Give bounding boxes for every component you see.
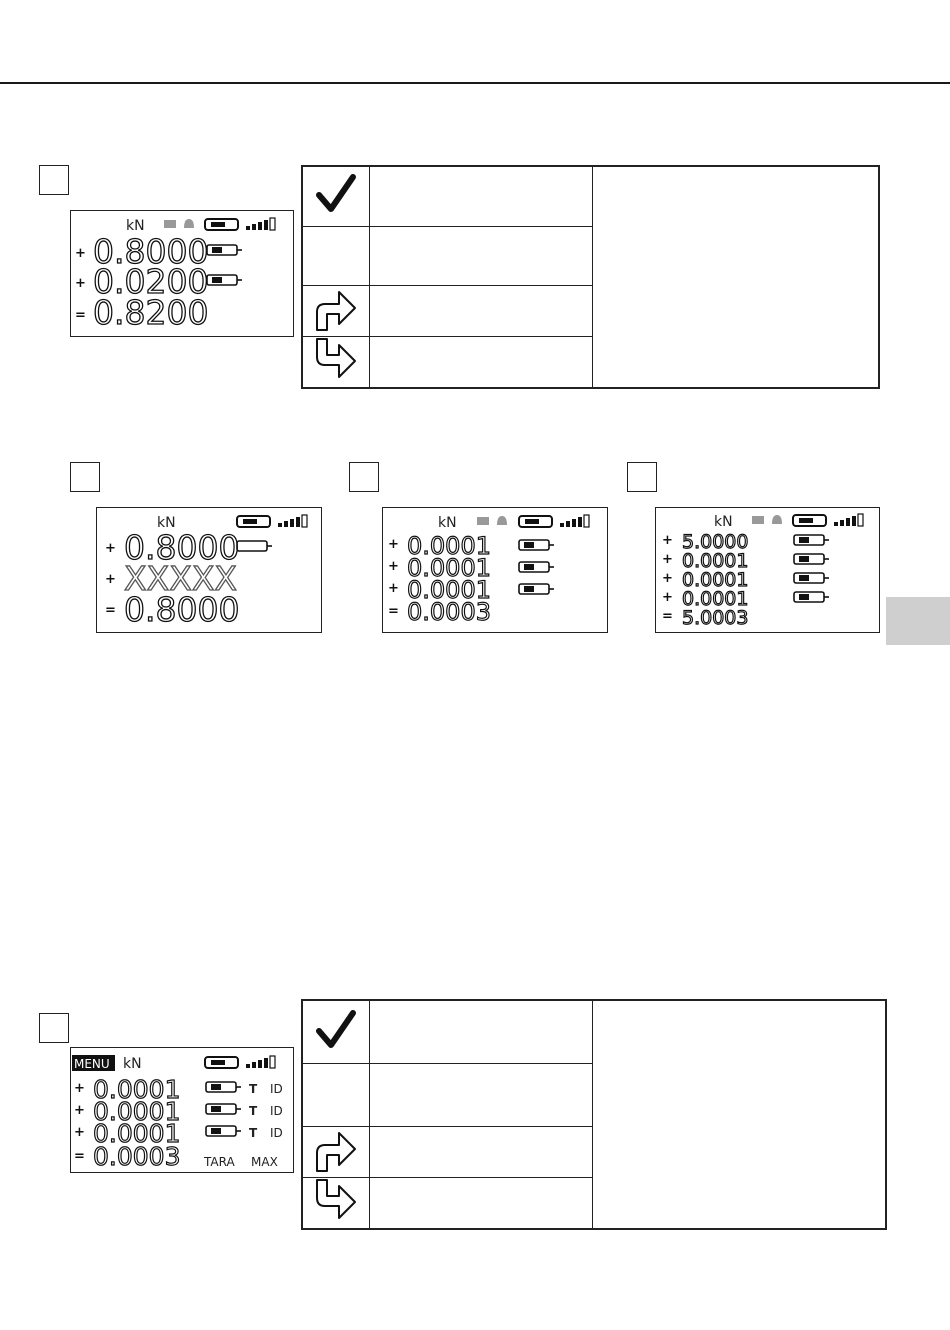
row-value: 0.0200	[93, 262, 209, 301]
sensor-icon	[207, 245, 242, 255]
key-description	[593, 166, 880, 388]
sensor-icon	[207, 275, 242, 285]
row-sign: =	[662, 609, 673, 624]
row-sign: +	[662, 552, 673, 567]
row-value: 0.8200	[93, 293, 209, 332]
arrow-down-icon	[313, 1178, 359, 1224]
row-tag: T	[249, 1104, 258, 1118]
bell-icon	[184, 219, 194, 228]
key-confirm[interactable]	[302, 166, 370, 226]
row-value: 0.0001	[682, 550, 749, 572]
key-confirm-label	[370, 1000, 593, 1063]
unit-label: kN	[438, 515, 457, 531]
row-sign: +	[75, 246, 86, 261]
checkmark-icon	[313, 171, 359, 217]
battery-icon	[205, 219, 238, 230]
sensor-icon	[206, 1104, 241, 1114]
side-tab	[886, 597, 950, 645]
row-sign: =	[74, 1149, 85, 1164]
row-value: 0.0001	[407, 576, 491, 604]
sensor-icon	[794, 535, 829, 545]
key-description	[593, 1000, 887, 1229]
lcd-screen-c	[382, 507, 608, 633]
printer-icon	[164, 220, 176, 228]
row-sign: +	[105, 572, 116, 587]
sensor-icon	[206, 1126, 241, 1136]
row-tag: TARA	[204, 1155, 235, 1169]
row-value: 5.0003	[682, 607, 749, 629]
sensor-icon	[519, 562, 554, 572]
row-value: 0.0001	[407, 532, 491, 560]
step-box-d	[627, 462, 657, 492]
unit-label: kN	[126, 218, 145, 234]
row-tag: ID	[270, 1126, 283, 1140]
step-box-b	[70, 462, 100, 492]
key-up[interactable]	[302, 1126, 370, 1177]
battery-icon	[237, 516, 270, 527]
row-tag: MAX	[251, 1155, 278, 1169]
lcd-screen-e	[70, 1047, 294, 1173]
sensor-icon	[206, 1082, 241, 1092]
key-up-label	[370, 285, 593, 336]
sensor-icon	[519, 584, 554, 594]
key-up-label	[370, 1126, 593, 1177]
arrow-up-icon	[313, 286, 359, 332]
key-confirm-label	[370, 166, 593, 226]
sensor-icon	[519, 540, 554, 550]
sensor-icon	[237, 541, 272, 551]
signal-icon	[278, 515, 307, 527]
menu-badge: MENU	[74, 1057, 110, 1071]
row-sign: +	[662, 571, 673, 586]
arrow-up-icon	[313, 1127, 359, 1173]
key-table-e	[301, 999, 887, 1230]
row-value: 0.0001	[682, 569, 749, 591]
row-tag: T	[249, 1082, 258, 1096]
row-sign: +	[74, 1081, 85, 1096]
key-down[interactable]	[302, 336, 370, 388]
row-value: 0.0003	[93, 1142, 181, 1171]
row-value: 0.8000	[124, 590, 240, 629]
row-sign: +	[74, 1125, 85, 1140]
sensor-icon	[794, 573, 829, 583]
key-confirm[interactable]	[302, 1000, 370, 1063]
key-up[interactable]	[302, 285, 370, 336]
row-sign: +	[662, 533, 673, 548]
row-sign: +	[388, 559, 399, 574]
unit-label: kN	[123, 1056, 142, 1072]
key-blank[interactable]	[302, 1063, 370, 1126]
row-value: XXXXX	[124, 559, 238, 598]
row-value: 0.0003	[407, 598, 491, 626]
step-box-e	[39, 1013, 69, 1043]
row-sign: +	[662, 590, 673, 605]
key-blank-label	[370, 226, 593, 285]
row-value: 0.0001	[682, 588, 749, 610]
row-tag: ID	[270, 1082, 283, 1096]
battery-icon	[205, 1057, 238, 1068]
row-value: 5.0000	[682, 531, 749, 553]
row-sign: +	[388, 537, 399, 552]
row-tag: T	[249, 1126, 258, 1140]
row-value: 0.0001	[93, 1097, 181, 1126]
printer-icon	[752, 516, 764, 524]
key-down-label	[370, 336, 593, 388]
bell-icon	[497, 516, 507, 525]
step-box-a	[39, 165, 69, 195]
key-down[interactable]	[302, 1177, 370, 1229]
key-down-label	[370, 1177, 593, 1229]
battery-icon	[793, 515, 826, 526]
checkmark-icon	[313, 1007, 359, 1053]
row-value: 0.8000	[93, 232, 209, 271]
row-sign: +	[388, 581, 399, 596]
key-blank[interactable]	[302, 226, 370, 285]
sensor-icon	[794, 554, 829, 564]
lcd-screen-b	[96, 507, 322, 633]
row-sign: =	[105, 603, 116, 618]
step-box-c	[349, 462, 379, 492]
row-sign: +	[74, 1103, 85, 1118]
key-table-a	[301, 165, 880, 389]
signal-icon	[560, 515, 589, 527]
bell-icon	[772, 515, 782, 524]
top-rule	[0, 82, 950, 84]
unit-label: kN	[157, 515, 176, 531]
battery-icon	[519, 516, 552, 527]
signal-icon	[834, 514, 863, 526]
lcd-screen-d	[655, 507, 880, 633]
row-sign: +	[75, 276, 86, 291]
row-value: 0.0001	[407, 554, 491, 582]
lcd-screen-a	[70, 210, 294, 337]
row-tag: ID	[270, 1104, 283, 1118]
row-value: 0.8000	[124, 528, 240, 567]
sensor-icon	[794, 592, 829, 602]
signal-icon	[246, 1056, 275, 1068]
row-sign: +	[105, 541, 116, 556]
unit-label: kN	[714, 514, 733, 530]
arrow-down-icon	[313, 337, 359, 383]
row-sign: =	[75, 308, 86, 323]
key-blank-label	[370, 1063, 593, 1126]
row-sign: =	[388, 604, 399, 619]
row-value: 0.0001	[93, 1119, 181, 1148]
row-value: 0.0001	[93, 1075, 181, 1104]
printer-icon	[477, 517, 489, 525]
signal-icon	[246, 218, 275, 230]
